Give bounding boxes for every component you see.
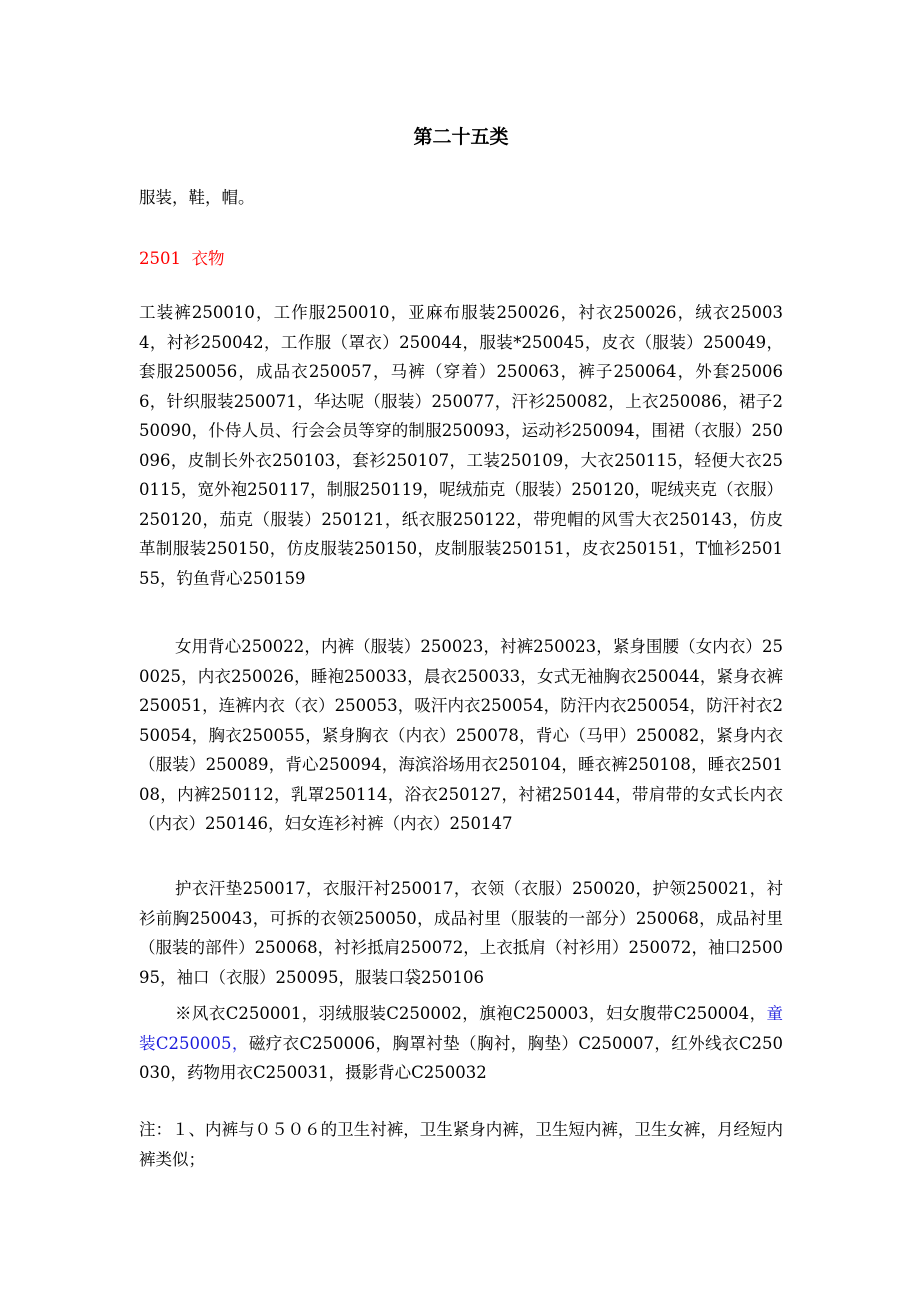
section-name: 衣物 bbox=[191, 249, 225, 268]
note-paragraph: 注：１、内裤与０５０６的卫生衬裤，卫生紧身内裤，卫生短内裤，卫生女裤，月经短内裤类似； bbox=[139, 1120, 783, 1169]
section-heading bbox=[139, 244, 225, 274]
special-items-after: 磁疗衣C250006，胸罩衬垫（胸衬，胸垫）C250007，红外线衣C250030，药物用衣C250031，摄影背心C250032 bbox=[139, 1033, 783, 1082]
special-items-highlight: 童装C250005， bbox=[139, 1004, 783, 1053]
paragraph-underwear: 女用背心250022，内裤（服装）250023，衬裤250023，紧身围腰（女内衣）250025，内衣250026，睡袍250033，晨衣250033，女式无袖胸衣250044，紧身衣裤250051，连裤内衣（衣）250053，吸汗内衣250054，防汗内衣250054，防汗衬衣250054，胸衣250055，紧身胸衣（内衣）250078，背心（马甲）250082，紧身内衣（服装）250089，背心250094，海滨浴场用衣250104，睡衣裤250108，睡衣250108，内裤250112，乳罩250114，浴衣250127，衬裙250144，带肩带的女式长内衣（内衣）250146，妇女连衫衬裤（内衣）250147 bbox=[139, 637, 783, 833]
paragraph-special-items bbox=[139, 999, 783, 1088]
paragraph-accessories: 护衣汗垫250017，衣服汗衬250017，衣领（衣服）250020，护领250021，衬衫前胸250043，可拆的衣领250050，成品衬里（服装的一部分）250068，成品衬里（服装的部件）250068，衬衫抵肩250072，上衣抵肩（衬衫用）250072，袖口250095，袖口（衣服）250095，服装口袋250106 bbox=[139, 879, 783, 987]
paragraph-clothing: 工装裤250010，工作服250010，亚麻布服装250026，衬衣250026，绒衣250034，衬衫250042，工作服（罩衣）250044，服装*250045，皮衣（服装）250049，套服250056，成品衣250057，马裤（穿着）250063，裤子250064，外套250066，针织服装250071，华达呢（服装）250077，汗衫250082，上衣250086，裙子250090，仆侍人员、行会会员等穿的制服250093，运动衫250094，围裙（衣服）250096，皮制长外衣250103，套衫250107，工装250109，大衣250115，轻便大衣250115，宽外袍250117，制服250119，呢绒茄克（服装）250120，呢绒夹克（衣服）250120，茄克（服装）250121，纸衣服250122，带兜帽的风雪大衣250143，仿皮革制服装250150，仿皮服装250150，皮制服装250151，皮衣250151，T恤衫250155，钓鱼背心250159 bbox=[139, 303, 783, 588]
section-code: 2501 bbox=[139, 249, 181, 268]
class-description: 服装，鞋，帽。 bbox=[139, 188, 255, 207]
document-title: 第二十五类 bbox=[413, 126, 509, 148]
special-items-before: ※风衣C250001，羽绒服装C250002，旗袍C250003，妇女腹带C250004， bbox=[175, 1004, 767, 1023]
